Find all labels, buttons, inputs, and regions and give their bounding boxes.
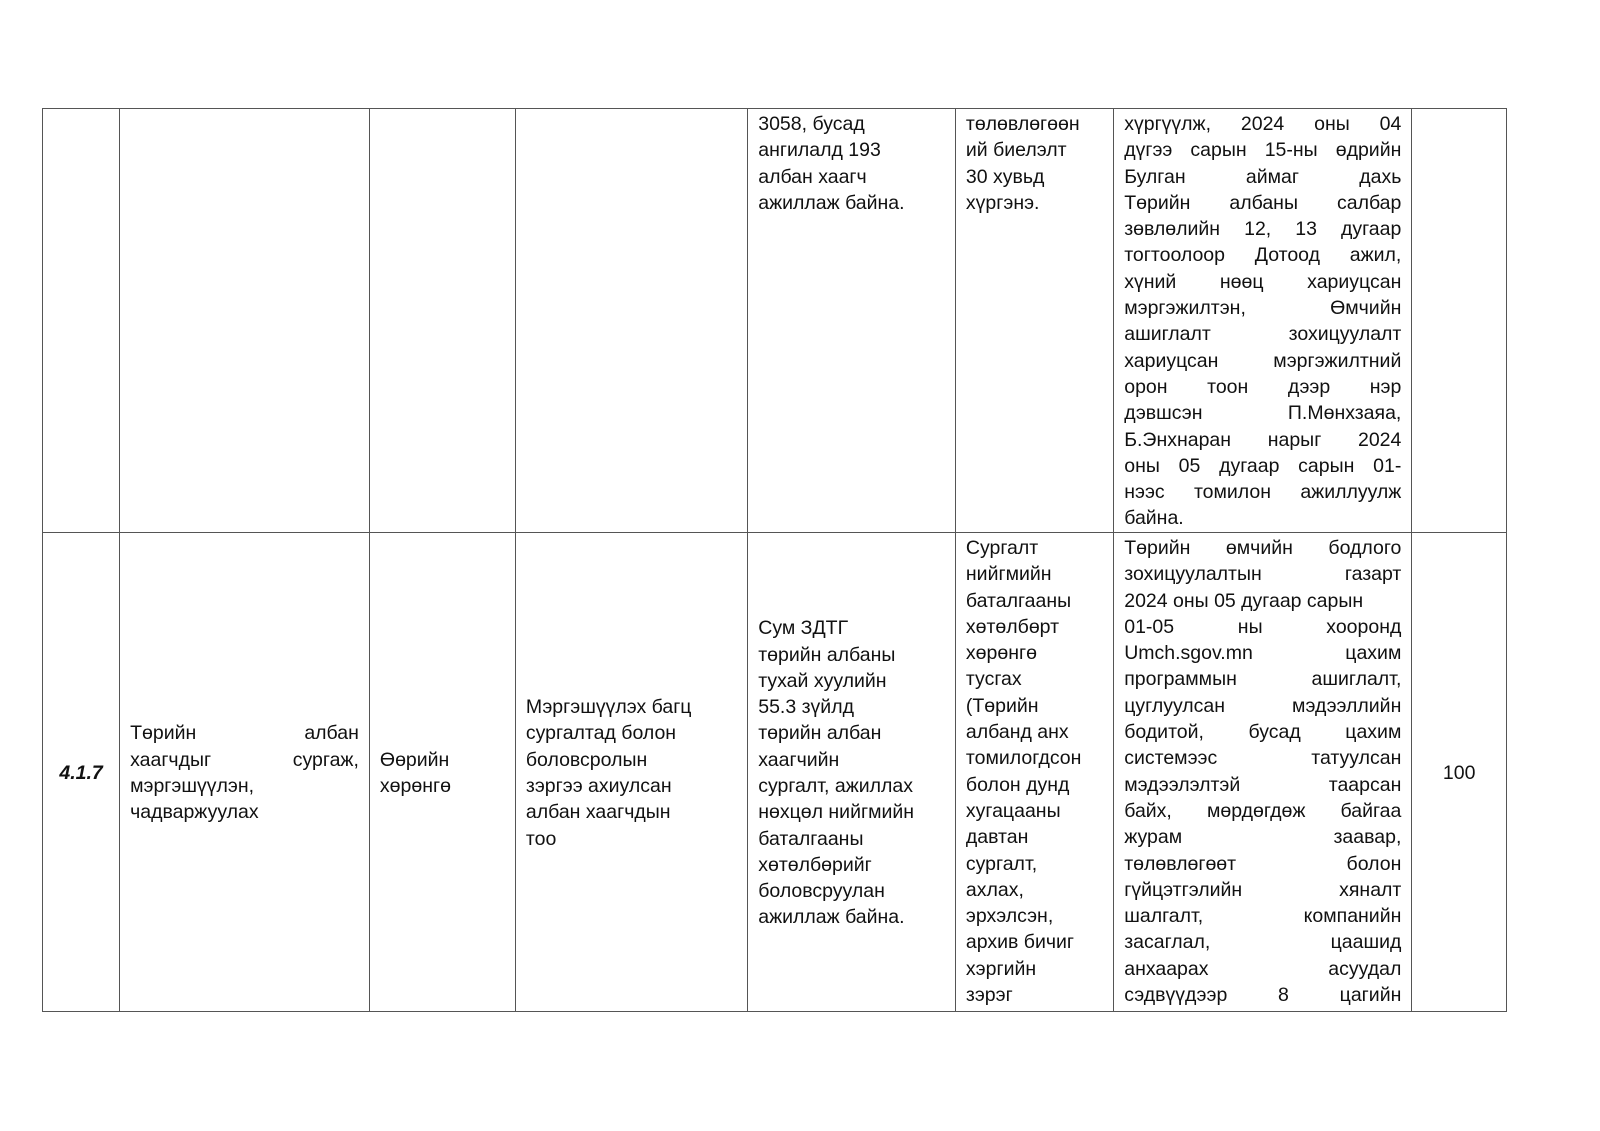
score-value: 100: [1442, 761, 1476, 784]
item-code: 4.1.7: [59, 761, 103, 784]
score-cell: [1412, 533, 1507, 1012]
code-cell: [43, 109, 120, 533]
objective-cell: [120, 109, 370, 533]
objective-cell: Төрийн албан хаагчдыг сургаж, мэргэшүүлэн, чадваржуулах: [120, 533, 370, 1012]
progress-cell: хүргүүлж, 2024 оны 04 дүгээ сарын 15-ны өдрийн Булган аймаг дахь Төрийн албаны салбар зөвлөлийн 12, 13 дугаар тогтоолоор Дотоод ажил, хүний нөөц хариуцсан мэргэжилтэн, Өмчийн ашиглалт зохицуулалт хариуцсан мэргэжилтний орон тоон дээр нэр дэвшсэн П.Мөнхзаяа, Б.Энхнаран нарыг 2024 оны 05 дугаар сарын 01- нээс томилон ажиллуулж байна.: [1114, 109, 1412, 533]
target-cell: төлөвлөгөөн ий биелэлт 30 хувьд хүргэнэ.: [955, 109, 1113, 533]
score-cell: [1412, 109, 1507, 533]
progress-cell: Төрийн өмчийн бодлого зохицуулалтын газарт 2024 оны 05 дугаар сарын 01-05 ны хооронд Umch.sgov.mn цахим программын ашиглалт, цуглуулсан мэдээллийн бодитой, бусад цахим системээс татуулсан мэдээлэлтэй таарсан байх, мөрдөгдөж байгаа журам заавар, төлөвлөгөөт болон гүйцэтгэлийн хяналт шалгалт, компанийн засаглал, цаашид анхаарах асуудал сэдвүүдээр 8 цагийн: [1114, 533, 1412, 1012]
indicator-cell: Мэргэшүүлэх багц сургалтад болон боловсролын зэргээ ахиулсан албан хаагчдын тоо: [515, 533, 747, 1012]
source-cell: Өөрийн хөрөнгө: [369, 533, 515, 1012]
baseline-cell: Сум ЗДТГ төрийн албаны тухай хуулийн 55.3 зүйлд төрийн албан хаагчийн сургалт, ажиллах нөхцөл нийгмийн баталгааны хөтөлбөрийг боловсруулан ажиллаж байна.: [748, 533, 956, 1012]
table-row: [43, 533, 1507, 1012]
target-cell: Сургалт нийгмийн баталгааны хөтөлбөрт хөрөнгө тусгах (Төрийн албанд анх томилогдсон болон дунд хугацааны давтан сургалт, ахлах, эрхэлсэн, архив бичиг хэргийн зэрэг: [955, 533, 1113, 1012]
source-cell: [369, 109, 515, 533]
table-row: [43, 109, 1507, 533]
report-table: [42, 108, 1507, 1012]
baseline-cell: 3058, бусад ангилалд 193 албан хаагч ажиллаж байна.: [748, 109, 956, 533]
indicator-cell: [515, 109, 747, 533]
code-cell: [43, 533, 120, 1012]
